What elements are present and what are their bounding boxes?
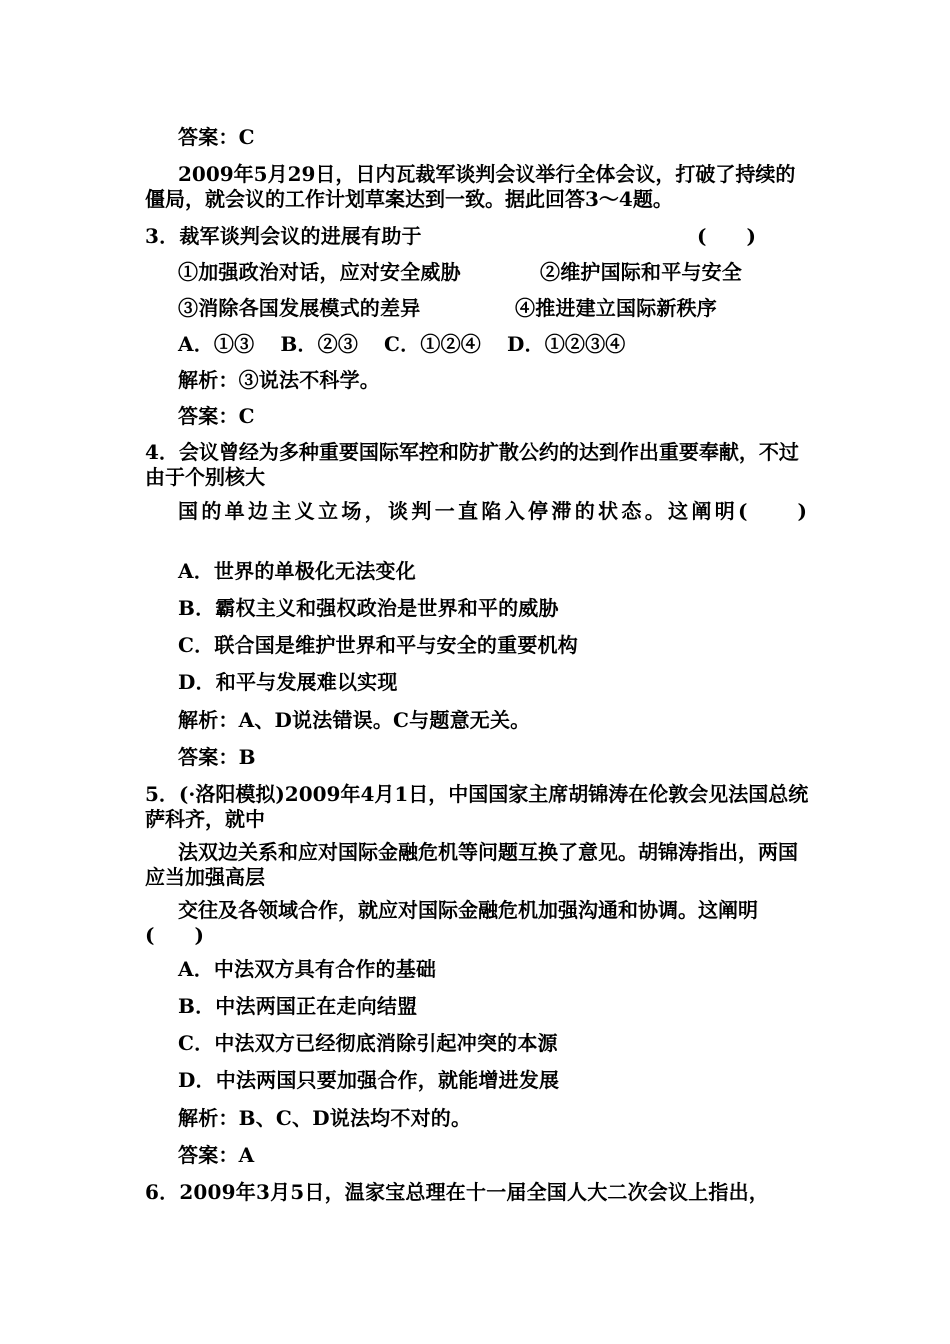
q5-stem-2: 法双边关系和应对国际金融危机等问题互换了意见。胡锦涛指出，两国应当加强高层 [145, 840, 798, 889]
q3-answer: 答案：C [178, 404, 255, 428]
q4-stem-1: 4．会议曾经为多种重要国际军控和防扩散公约的达到作出重要奉献，不过由于个别核大 [145, 440, 799, 489]
answer-q2: 答案：C [178, 125, 255, 149]
q5-option-a: A．中法双方具有合作的基础 [178, 957, 437, 981]
q5-option-c: C．中法双方已经彻底消除引起冲突的本源 [178, 1031, 558, 1055]
q5-stem-1: 5．(·洛阳模拟)2009年4月1日，中国国家主席胡锦涛在伦敦会见法国总统萨科齐，就中 [145, 782, 809, 831]
q5-stem-3: 交往及各领域合作，就应对国际金融危机加强沟通和协调。这阐明 ( ) [145, 898, 798, 947]
q4-analysis: 解析：A、D说法错误。C与题意无关。 [178, 708, 531, 732]
q4-option-b: B．霸权主义和强权政治是世界和平的威胁 [178, 596, 559, 620]
q5-answer: 答案：A [178, 1143, 255, 1167]
q3-stem: 3．裁军谈判会议的进展有助于 [145, 224, 422, 248]
intro-paragraph: 2009年5月29日，日内瓦裁军谈判会议举行全体会议，打破了持续的僵局，就会议的工作计划草案达到一致。据此回答3～4题。 [145, 162, 796, 211]
q3-option-b: B．②③ [280, 332, 359, 356]
q5-option-b: B．中法两国正在走向结盟 [178, 994, 418, 1018]
q4-option-a: A．世界的单极化无法变化 [178, 559, 416, 583]
q5-option-d: D．中法两国只要加强合作，就能增进发展 [178, 1068, 560, 1092]
q3-options [178, 332, 652, 356]
q3-item-2: ②维护国际和平与安全 [540, 260, 742, 284]
q3-option-a: A．①③ [178, 332, 255, 356]
q3-item-4: ④推进建立国际新秩序 [515, 296, 717, 320]
q6-stem-1: 6．2009年3月5日，温家宝总理在十一届全国人大二次会议上指出， [145, 1180, 770, 1204]
q3-option-c: C．①②④ [384, 332, 481, 356]
q3-answer-paren: ( ) [697, 224, 756, 248]
q3-item-3: ③消除各国发展模式的差异 [178, 296, 421, 320]
q5-analysis: 解析：B、C、D说法均不对的。 [178, 1106, 472, 1130]
q3-analysis: 解析：③说法不科学。 [178, 368, 380, 392]
q4-answer: 答案：B [178, 745, 256, 769]
q3-option-d: D．①②③④ [506, 332, 626, 356]
q4-option-d: D．和平与发展难以实现 [178, 670, 398, 694]
q4-stem-2: 国的单边主义立场，谈判一直陷入停滞的状态。这阐明( ) [178, 499, 810, 523]
q4-option-c: C．联合国是维护世界和平与安全的重要机构 [178, 633, 578, 657]
q3-item-1: ①加强政治对话，应对安全威胁 [178, 260, 461, 284]
